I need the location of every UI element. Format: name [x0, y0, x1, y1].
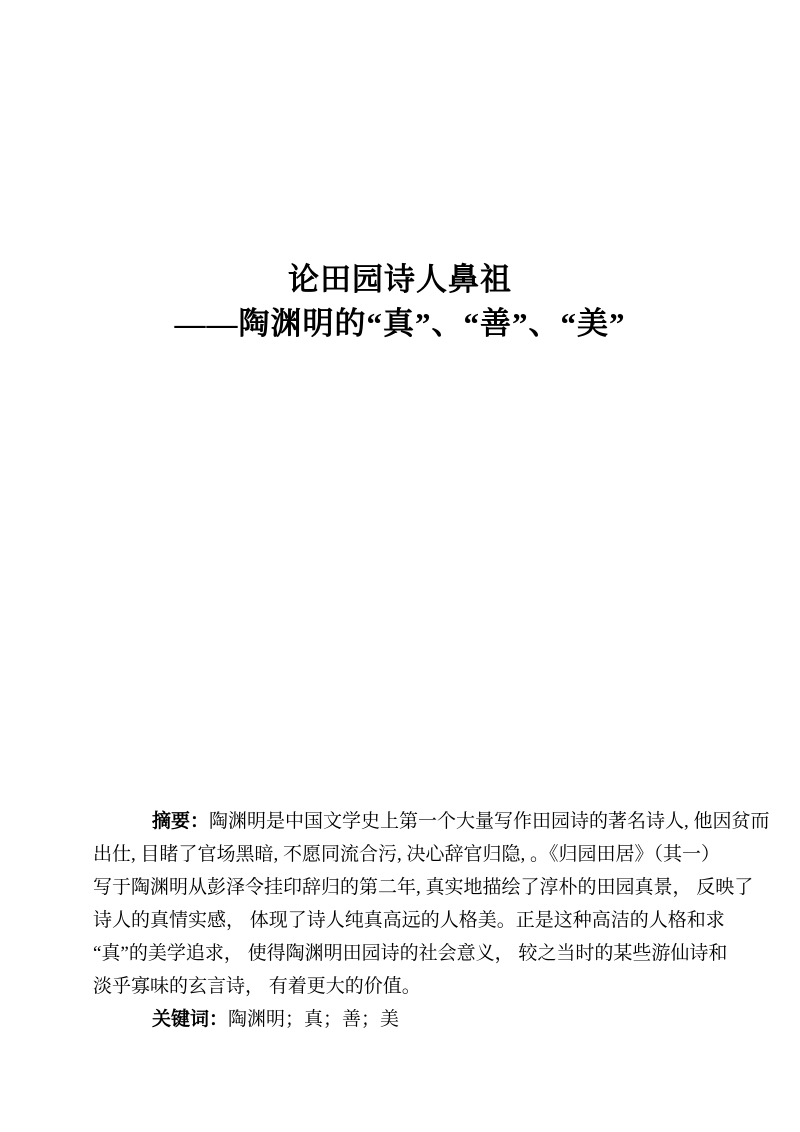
paper-title-line-1: 论田园诗人鼻祖: [288, 262, 512, 297]
abstract-line-5: “真”的美学追求， 使得陶渊明田园诗的社会意义， 较之当时的某些游仙诗和: [93, 943, 728, 964]
abstract-line-4: 诗人的真情实感， 体现了诗人纯真高远的人格美。正是这种高洁的人格和求: [93, 910, 725, 931]
abstract-line-1: [93, 805, 770, 838]
keywords-line: [93, 1003, 718, 1036]
abstract-line-3: 写于陶渊明从彭泽令挂印辞归的第二年, 真实地描绘了淳朴的田园真景， 反映了: [93, 877, 754, 898]
abstract-label: 摘要：: [152, 811, 210, 832]
abstract-line-1-text: 陶渊明是中国文学史上第一个大量写作田园诗的著名诗人, 他因贫而: [209, 811, 770, 832]
abstract-line-6: 淡乎寡味的玄言诗， 有着更大的价值。: [93, 976, 421, 997]
keywords-text: 陶渊明；真；善；美: [228, 1009, 400, 1030]
paper-title: [93, 258, 707, 346]
paper-title-line-2: ——陶渊明的“真”、“善”、“美”: [174, 306, 626, 341]
abstract-line-2: 出仕, 目睹了官场黑暗, 不愿同流合污, 决心辞官归隐, 。《归园田居》（其一）: [93, 844, 721, 865]
keywords-label: 关键词：: [152, 1009, 229, 1030]
abstract-section: [93, 805, 770, 1036]
